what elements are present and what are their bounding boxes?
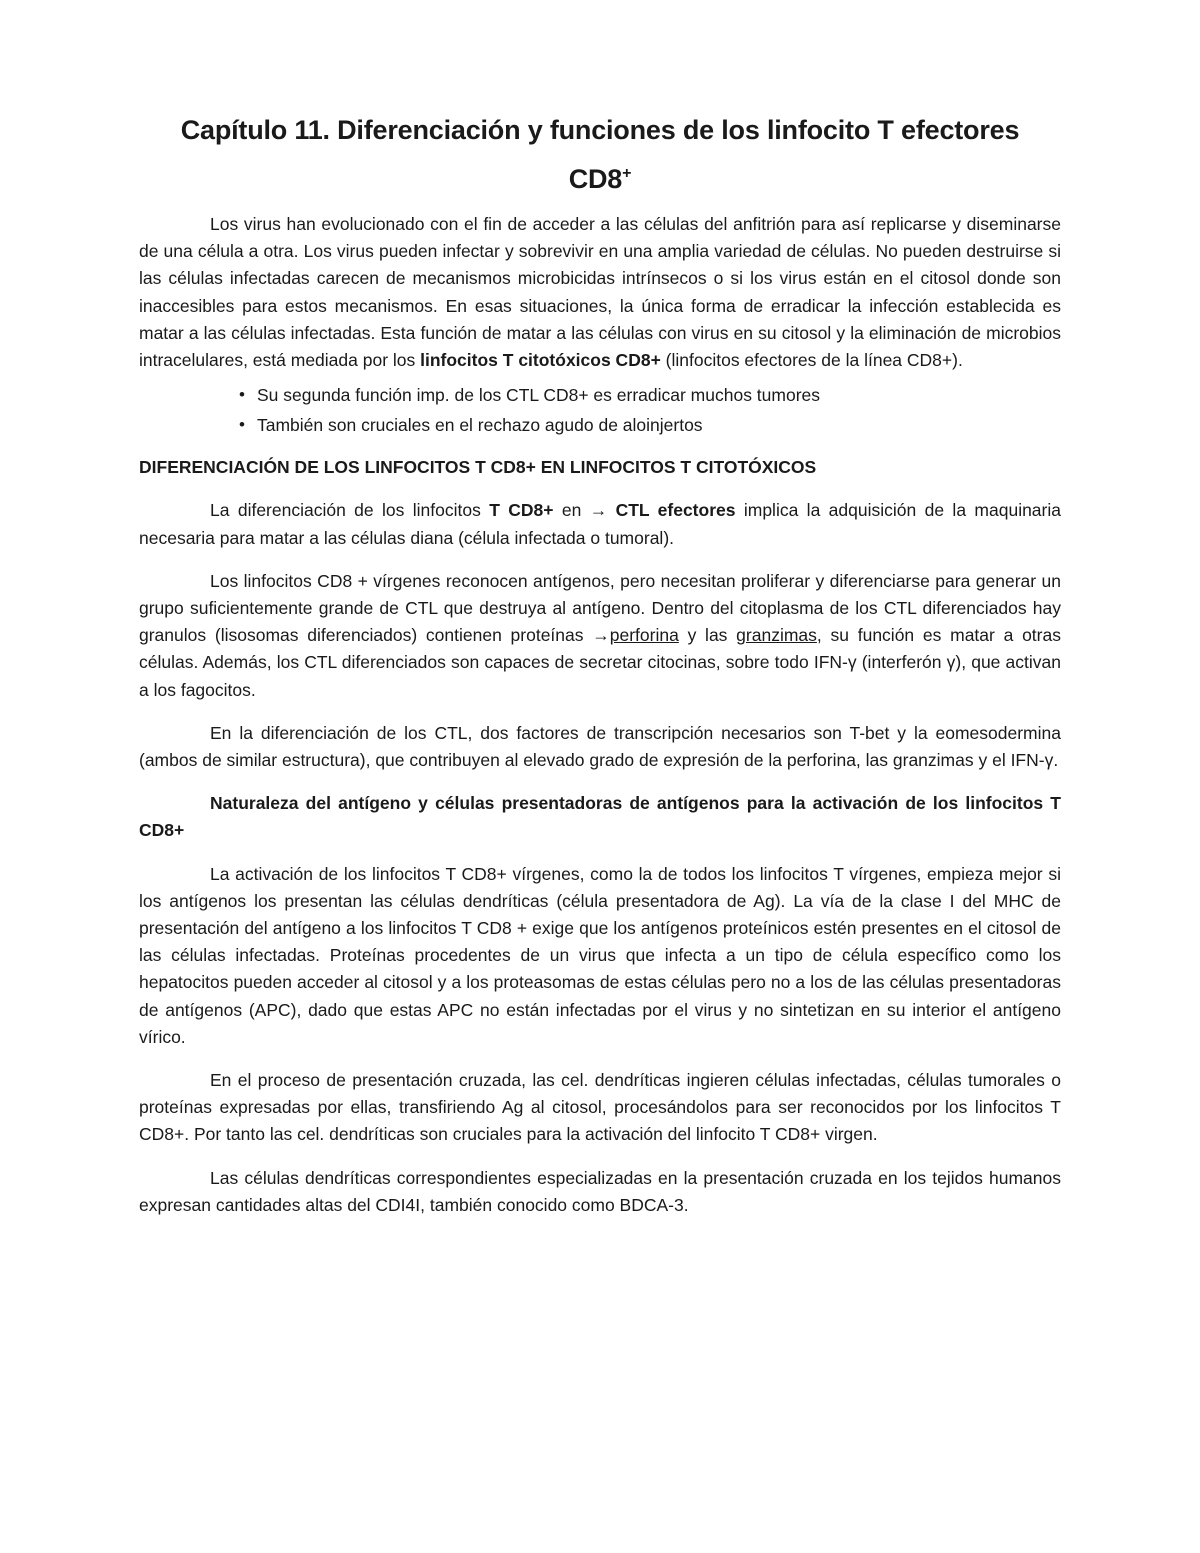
title-line-1: Capítulo 11. Diferenciación y funciones de los linfocito T efectores (180, 115, 1020, 145)
list-item-text: También son cruciales en el rechazo agudo de aloinjertos (257, 415, 703, 436)
section-heading: DIFERENCIACIÓN DE LOS LINFOCITOS T CD8+ EN LINFOCITOS T CITOTÓXICOS (139, 457, 817, 478)
text-segment: , su función es matar a otras células. Además, los CTL diferenciados son capaces de secretar citocinas, sobre todo IFN-γ (interferón γ), que activan a los fagocitos. (139, 625, 1061, 700)
paragraph-cross-presentation: En el proceso de presentación cruzada, las cel. dendríticas ingieren células infectadas, células tumorales o proteínas expresadas por ellas, transfiriendo Ag al citosol, procesándolos para ser reconocidos por los linfocitos T CD8+. Por tanto las cel. dendríticas son cruciales para la activación del linfocito T CD8+ virgen. (139, 1070, 1061, 1145)
paragraph-dendritic-cells: Las células dendríticas correspondientes especializadas en la presentación cruzada en los tejidos humanos expresan cantidades altas del CDI4I, también conocido como BDCA-3. (139, 1167, 1061, 1215)
arrow-icon: → (589, 500, 608, 521)
underlined-term-granzimas: granzimas (736, 625, 817, 646)
text-segment: La diferenciación de los linfocitos (210, 500, 490, 521)
bullet-icon: • (239, 415, 245, 435)
document-page (139, 108, 1061, 1219)
bold-term: T CD8+ (489, 500, 554, 521)
intro-text: Los virus han evolucionado con el fin de acceder a las células del anfitrión para así replicarse y diseminarse de una célula a otra. Los virus pueden infectar y sobrevivir en una amplia variedad de células. No pueden destruirse si las células infectadas carecen de mecanismos microbicidas intrínsecos o si los virus están en el citosol donde son inaccesibles para estos mecanismos. En esas situaciones, la única forma de erradicar la infección establecida es matar a las células infectadas. Esta función de matar a las células con virus en su citosol y la eliminación de microbios intracelulares, está mediada por los (139, 214, 1061, 371)
text-segment: en (553, 500, 590, 521)
title-superscript: + (622, 165, 632, 182)
paragraph-activation: La activación de los linfocitos T CD8+ vírgenes, como la de todos los linfocitos T vírgenes, empieza mejor si los antígenos los presentan las células dendríticas (célula presentadora de Ag). La vía de la clase I del MHC de presentación del antígeno a los linfocitos T CD8 + exige que los antígenos proteínicos estén presentes en el citosol de las células infectadas. Proteínas procedentes de un virus que infecta a un tipo de célula específico como los hepatocitos pueden acceder al citosol y a los proteasomas de estas células pero no a los de las células presentadoras de antígenos (APC), dado que estas APC no están infectadas por el virus y no sintetizan en su interior el antígeno vírico. (139, 863, 1061, 1047)
bullet-icon: • (239, 385, 245, 405)
text-segment: implica la adquisición de la maquinaria necesaria para matar a las células diana (célula infectada o tumoral). (139, 500, 1061, 548)
text-segment: y las (678, 625, 737, 646)
arrow-icon: → (592, 625, 610, 646)
text-segment: Los linfocitos CD8 + vírgenes reconocen antígenos, pero necesitan proliferar y diferenciarse para generar un grupo suficientemente grande de CTL que destruya al antígeno. Dentro del citoplasma de los CTL diferenciados hay granulos (lisosomas diferenciados) contienen proteínas (139, 570, 1061, 646)
intro-bold-term: linfocitos T citotóxicos CD8+ (420, 350, 661, 371)
list-item (139, 410, 1061, 440)
bullet-list (139, 380, 1061, 440)
page-title (139, 108, 1061, 201)
paragraph-naive-cd8 (139, 568, 1061, 704)
list-item-text: Su segunda función imp. de los CTL CD8+ es erradicar muchos tumores (257, 385, 821, 406)
paragraph-intro (139, 211, 1061, 374)
paragraph-transcription-factors: En la diferenciación de los CTL, dos factores de transcripción necesarios son T-bet y la eomesodermina (ambos de similar estructura), que contribuyen al elevado grado de expresión de la perforina, las granzimas y el IFN-γ. (139, 722, 1061, 771)
bold-term: CTL efectores (607, 500, 736, 521)
intro-text-end: (linfocitos efectores de la línea CD8+). (660, 350, 963, 371)
section-subheading: Naturaleza del antígeno y células presentadoras de antígenos para la activación de los linfocitos T CD8+ (139, 793, 1061, 841)
underlined-term-perforina: perforina (609, 625, 679, 646)
title-line-2: CD8 (568, 164, 623, 194)
paragraph-differentiation (139, 497, 1061, 551)
list-item (139, 380, 1061, 410)
